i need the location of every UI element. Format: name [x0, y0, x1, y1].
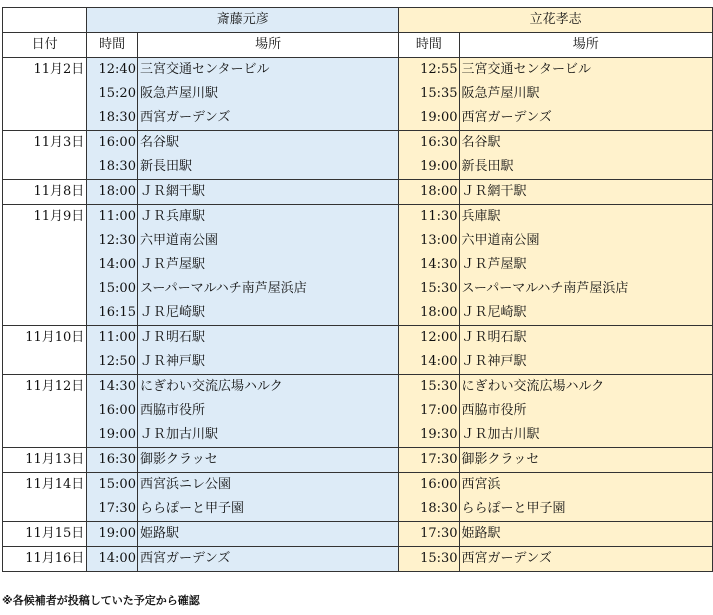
place-cell-a: [137, 375, 398, 448]
header-time-a: 時間: [87, 33, 138, 58]
time-cell-a: [87, 522, 138, 547]
event-time: 14:00: [98, 551, 136, 566]
table-row: [3, 473, 713, 522]
place-cell-b: [459, 473, 712, 522]
place-cell-a: [137, 205, 398, 326]
event-time: 15:00: [98, 281, 136, 296]
place-cell-b: [459, 205, 712, 326]
event-place: ＪＲ尼崎駅: [461, 305, 527, 320]
header-place-a: 場所: [137, 33, 398, 58]
time-cell-a: [87, 448, 138, 473]
event-time: 14:30: [98, 379, 136, 394]
time-cell-b: [399, 131, 459, 180]
event-place: 西宮ガーデンズ: [139, 551, 231, 566]
event-place: 阪急芦屋川駅: [461, 86, 540, 101]
event-place: 西宮ガーデンズ: [461, 551, 552, 566]
time-cell-b: [399, 180, 459, 205]
event-place: ＪＲ神戸駅: [139, 354, 205, 369]
table-row: [3, 326, 713, 375]
event-place: 六甲道南公園: [139, 233, 218, 248]
event-time: 16:30: [420, 135, 458, 150]
event-time: 19:00: [98, 427, 136, 442]
place-cell-a: [137, 180, 398, 205]
date-label: 11月8日: [33, 184, 85, 199]
event-place: ららぽーと甲子園: [461, 501, 566, 516]
event-time: 15:20: [98, 86, 136, 101]
place-cell-b: [459, 375, 712, 448]
header-time-b: 時間: [399, 33, 459, 58]
event-place: 兵庫駅: [461, 209, 501, 224]
event-time: 17:30: [420, 526, 458, 541]
time-cell-b: [399, 547, 459, 572]
event-place: ＪＲ尼崎駅: [139, 305, 205, 320]
date-label: 11月3日: [33, 135, 85, 150]
event-place: 西宮浜: [461, 477, 501, 492]
table-row: [3, 448, 713, 473]
date-cell: [3, 473, 87, 522]
header-blank-cell: [3, 8, 87, 33]
event-place: 姫路駅: [139, 526, 179, 541]
date-label: 11月15日: [25, 526, 85, 541]
event-place: 六甲道南公園: [461, 233, 540, 248]
time-cell-b: [399, 375, 459, 448]
event-time: 18:00: [420, 184, 458, 199]
date-label: 11月12日: [25, 379, 85, 394]
event-time: 11:00: [98, 330, 136, 345]
table-row: [3, 180, 713, 205]
event-time: 18:30: [98, 110, 136, 125]
event-place: ＪＲ明石駅: [139, 330, 205, 345]
header-candidate-b: 立花孝志: [399, 8, 713, 33]
time-cell-b: [399, 326, 459, 375]
date-label: 11月16日: [25, 551, 85, 566]
table-row: [3, 547, 713, 572]
date-label: 11月13日: [25, 452, 85, 467]
event-place: 西宮ガーデンズ: [139, 110, 231, 125]
event-time: 19:30: [420, 427, 458, 442]
date-cell: [3, 522, 87, 547]
event-time: 17:30: [420, 452, 458, 467]
event-time: 14:00: [98, 257, 136, 272]
place-cell-a: [137, 547, 398, 572]
event-place: にぎわい交流広場ハルク: [139, 379, 283, 394]
time-cell-a: [87, 473, 138, 522]
place-cell-b: [459, 58, 712, 131]
place-cell-a: [137, 448, 398, 473]
place-cell-b: [459, 180, 712, 205]
event-place: ＪＲ芦屋駅: [139, 257, 205, 272]
place-cell-a: [137, 131, 398, 180]
event-time: 16:30: [98, 452, 136, 467]
event-time: 18:30: [420, 501, 458, 516]
date-label: 11月14日: [25, 477, 85, 492]
header-date: 日付: [3, 33, 87, 58]
place-cell-b: [459, 448, 712, 473]
event-time: 11:00: [98, 209, 136, 224]
date-cell: [3, 547, 87, 572]
event-place: 三宮交通センタービル: [461, 62, 592, 77]
table-row: [3, 58, 713, 131]
event-time: 12:50: [98, 354, 136, 369]
footnote: ※各候補者が投稿していた予定から確認: [2, 594, 200, 607]
event-time: 13:00: [420, 233, 458, 248]
table-row: [3, 205, 713, 326]
date-cell: [3, 180, 87, 205]
header-row-columns: [3, 33, 713, 58]
event-time: 15:35: [420, 86, 458, 101]
header-row-candidates: [3, 8, 713, 33]
time-cell-b: [399, 473, 459, 522]
event-time: 17:00: [420, 403, 458, 418]
event-place: 新長田駅: [461, 159, 514, 174]
time-cell-b: [399, 522, 459, 547]
place-cell-b: [459, 522, 712, 547]
place-cell-a: [137, 326, 398, 375]
event-time: 19:00: [420, 159, 458, 174]
event-place: 御影クラッセ: [139, 452, 218, 467]
place-cell-b: [459, 131, 712, 180]
event-time: 16:00: [98, 403, 136, 418]
header-place-b: 場所: [459, 33, 712, 58]
event-place: ＪＲ神戸駅: [461, 354, 527, 369]
date-label: 11月9日: [33, 209, 85, 224]
event-place: ＪＲ網干駅: [139, 184, 205, 199]
event-time: 12:00: [420, 330, 458, 345]
event-place: 三宮交通センタービル: [139, 62, 270, 77]
event-time: 15:00: [98, 477, 136, 492]
date-cell: [3, 326, 87, 375]
event-place: スーパーマルハチ南芦屋浜店: [139, 281, 307, 296]
event-place: ＪＲ網干駅: [461, 184, 527, 199]
event-time: 18:00: [98, 184, 136, 199]
place-cell-a: [137, 473, 398, 522]
table-row: [3, 522, 713, 547]
schedule-body: [3, 8, 713, 572]
event-time: 18:30: [98, 159, 136, 174]
event-place: 名谷駅: [139, 135, 179, 150]
event-time: 15:30: [420, 281, 458, 296]
event-time: 12:55: [420, 62, 458, 77]
event-time: 12:30: [98, 233, 136, 248]
time-cell-a: [87, 375, 138, 448]
time-cell-a: [87, 205, 138, 326]
event-place: ＪＲ加古川駅: [139, 427, 218, 442]
time-cell-b: [399, 205, 459, 326]
event-time: 14:30: [420, 257, 458, 272]
date-label: 11月10日: [25, 330, 85, 345]
event-place: スーパーマルハチ南芦屋浜店: [461, 281, 629, 296]
table-row: [3, 375, 713, 448]
time-cell-a: [87, 547, 138, 572]
event-place: 姫路駅: [461, 526, 501, 541]
event-time: 16:00: [420, 477, 458, 492]
event-place: にぎわい交流広場ハルク: [461, 379, 605, 394]
time-cell-b: [399, 448, 459, 473]
place-cell-a: [137, 522, 398, 547]
date-cell: [3, 205, 87, 326]
event-place: 御影クラッセ: [461, 452, 540, 467]
place-cell-b: [459, 547, 712, 572]
event-time: 12:40: [98, 62, 136, 77]
event-time: 15:30: [420, 551, 458, 566]
event-time: 14:00: [420, 354, 458, 369]
place-cell-a: [137, 58, 398, 131]
event-time: 16:15: [98, 305, 136, 320]
table-row: [3, 131, 713, 180]
date-cell: [3, 131, 87, 180]
event-place: 名谷駅: [461, 135, 501, 150]
event-place: ＪＲ明石駅: [461, 330, 527, 345]
event-place: ＪＲ兵庫駅: [139, 209, 205, 224]
event-place: 西宮浜ニレ公園: [139, 477, 231, 492]
event-place: 新長田駅: [139, 159, 192, 174]
date-cell: [3, 448, 87, 473]
header-candidate-a: 斎藤元彦: [87, 8, 399, 33]
event-place: 西宮ガーデンズ: [461, 110, 552, 125]
time-cell-b: [399, 58, 459, 131]
time-cell-a: [87, 326, 138, 375]
schedule-table: [2, 7, 713, 572]
event-time: 19:00: [420, 110, 458, 125]
event-place: 西脇市役所: [461, 403, 527, 418]
event-time: 18:00: [420, 305, 458, 320]
event-time: 16:00: [98, 135, 136, 150]
event-place: ＪＲ加古川駅: [461, 427, 540, 442]
event-place: 阪急芦屋川駅: [139, 86, 218, 101]
event-time: 15:30: [420, 379, 458, 394]
time-cell-a: [87, 58, 138, 131]
event-time: 19:00: [98, 526, 136, 541]
time-cell-a: [87, 131, 138, 180]
event-place: ららぽーと甲子園: [139, 501, 244, 516]
date-cell: [3, 58, 87, 131]
event-place: ＪＲ芦屋駅: [461, 257, 527, 272]
date-label: 11月2日: [33, 62, 85, 77]
place-cell-b: [459, 326, 712, 375]
date-cell: [3, 375, 87, 448]
time-cell-a: [87, 180, 138, 205]
event-time: 11:30: [420, 209, 458, 224]
event-time: 17:30: [98, 501, 136, 516]
event-place: 西脇市役所: [139, 403, 205, 418]
